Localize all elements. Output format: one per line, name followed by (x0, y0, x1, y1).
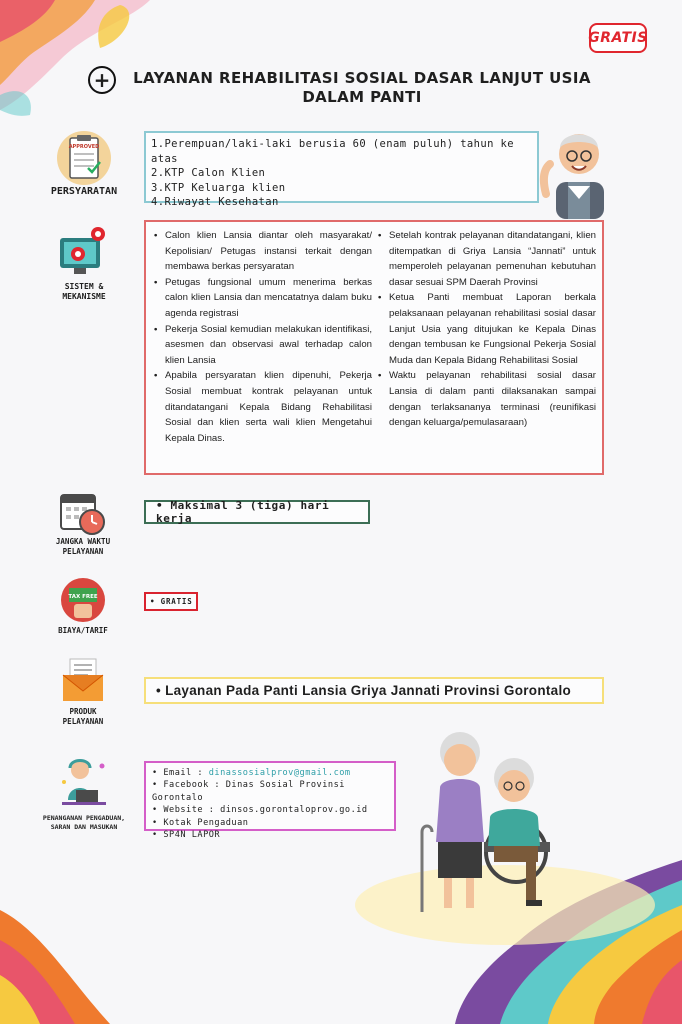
sistem-item: • Setelah kontrak pelayanan ditandatangani, klien ditempatkan di Griya Lansia “Jannati” untuk memperoleh pelayanan pemenuhan kebutuhan dasar sesuai SPM Daerah Provinsi (378, 228, 596, 290)
persyaratan-item: 1.Perempuan/laki-laki berusia 60 (enam puluh) tahun ke atas (151, 138, 514, 165)
tax-free-icon (60, 577, 106, 623)
sistem-box (144, 220, 604, 475)
email-link[interactable]: dinassosialprov@gmail.com (208, 768, 351, 778)
label-biaya: BIAYA/TARIF (58, 626, 108, 635)
persyaratan-box (144, 131, 539, 208)
biaya-box: • GRATIS (144, 592, 198, 611)
calendar-clock-icon (58, 490, 108, 536)
label-produk (34, 707, 132, 726)
envelope-icon (60, 657, 106, 703)
elderly-couple-illustration (408, 722, 568, 922)
email-prefix: • Email : (152, 768, 209, 778)
label-waktu (34, 537, 132, 556)
label-produk-line1: PRODUK (69, 707, 97, 716)
sistem-item: • Petugas fungsional umum menerima berkas calon klien Lansia dan mencatatnya dalam buku agenda registrasi (154, 275, 372, 322)
persyaratan-item: 4.Riwayat Kesehatan (151, 196, 279, 208)
kontak-kotak: • Kotak Pengaduan (152, 817, 249, 828)
kontak-facebook: • Facebook : Dinas Sosial Provinsi Gorontalo (152, 780, 345, 803)
sistem-left-column (154, 228, 372, 467)
label-sistem-line1: SISTEM & (64, 282, 104, 291)
gratis-badge: GRATIS (589, 23, 647, 53)
clipboard-icon (52, 128, 116, 186)
sistem-right-column (378, 228, 596, 467)
customer-service-icon (58, 756, 110, 812)
persyaratan-item: 3.KTP Keluarga klien (151, 181, 286, 194)
kontak-email (152, 767, 388, 779)
label-sistem-line2: MEKANISME (62, 292, 106, 301)
gear-monitor-icon (56, 226, 112, 278)
persyaratan-list (151, 137, 532, 210)
kontak-lapor: • SP4N LAPOR (152, 830, 221, 841)
tax-free-text: TAX FREE (68, 594, 98, 600)
label-persyaratan: PERSYARATAN (50, 186, 118, 197)
plus-circle-icon: + (88, 66, 116, 94)
clipboard-label: APPROVED (68, 144, 100, 150)
sistem-item: • Calon klien Lansia diantar oleh masyarakat/ Kepolisian/ Petugas instansi terkait dengan membawa berkas persyaratan (154, 228, 372, 275)
persyaratan-item: 2.KTP Calon Klien (151, 167, 266, 179)
label-produk-line2: PELAYANAN (62, 716, 104, 726)
sistem-item: • Apabila persyaratan klien dipenuhi, Pekerja Sosial membuat kontrak pelayanan untuk ditandatangani Kepala Bidang Rehabilitasi Sosial dan klien serta wali klien Mengetahui Kepala Dinas. (154, 368, 372, 446)
sistem-item: • Ketua Panti membuat Laporan berkala pelaksanaan pelayanan rehabilitasi sosial dasar Lanjut Usia yang ditujukan ke Kepala Dinas dengan tembusan ke Fungsional Pekerja Sosial Muda dan Kepala Bidang Rehabilitasi Sosial (378, 290, 596, 368)
sistem-item: • Waktu pelayanan rehabilitasi sosial dasar Lansia di dalam panti dilaksanakan sampai dengan terlaksananya terminasi (reunifikasi dengan keluarga/pemulasaraan) (378, 368, 596, 430)
waktu-box: • Maksimal 3 (tiga) hari kerja (144, 500, 370, 524)
kontak-website: • Website : dinsos.gorontaloprov.go.id (152, 805, 368, 816)
label-pengaduan (22, 814, 146, 832)
page-title (88, 66, 608, 107)
sistem-item: • Pekerja Sosial kemudian melakukan identifikasi, asesmen dan observasi awal terhadap calon klien Lansia (154, 322, 372, 369)
kontak-box (144, 761, 396, 841)
label-waktu-line2: PELAYANAN (62, 546, 104, 556)
label-pengaduan-line2: SARAN DAN MASUKAN (50, 823, 118, 831)
title-text: LAYANAN REHABILITASI SOSIAL DASAR LANJUT USIA DALAM PANTI (133, 69, 591, 106)
elderly-man-waving-illustration (538, 124, 618, 219)
label-sistem (36, 282, 132, 302)
label-waktu-line1: JANGKA WAKTU (55, 537, 111, 546)
produk-box: • Layanan Pada Panti Lansia Griya Jannati Provinsi Gorontalo (144, 677, 604, 704)
label-pengaduan-line1: PENANGANAN PENGADUAN, (42, 814, 126, 822)
